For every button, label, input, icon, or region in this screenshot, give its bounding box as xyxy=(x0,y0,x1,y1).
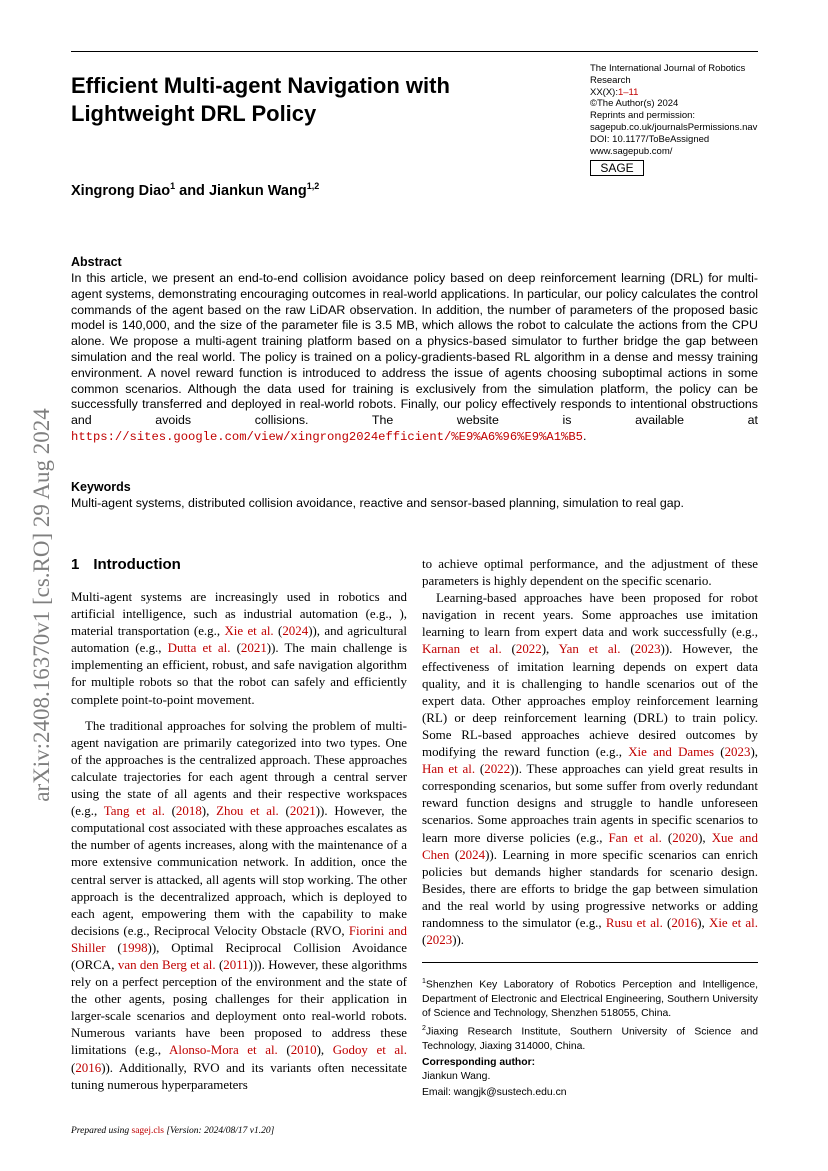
paragraph-text: ( xyxy=(230,640,241,656)
paragraph-text: ( xyxy=(277,1042,291,1058)
citation-link[interactable]: Fan et al. xyxy=(608,829,662,845)
keywords-heading: Keywords xyxy=(71,480,131,494)
paragraph-text: ( xyxy=(273,623,283,639)
abstract-body: In this article, we present an end-to-end collision avoidance policy based on deep reinforcement learning (DRL) for multi-agent systems, demonstrating encouraging outcomes in real-world applications. In particular, our policy calculates the control commands of the agent based on the raw LiDAR observation. In addition, the number of parameters of the proposed basic model is 140,000, and the size of the parameter file is 3.5 MB, which allows the robot to calculate the actions from the CPU alone. We propose a multi-agent training platform based on a physics-based simulator to further bridge the gap between simulation and the real world. The policy is trained on a policy-gradients-based RL algorithm in a dense and messy training environment. A novel reward function is introduced to address the issue of agents choosing suboptimal actions in some common scenarios. Although the data used for training is exclusively from the simulation platform, the policy can be successfully transferred and deployed in real-world robots. Finally, our policy effectively responds to intentional obstructions and avoids collisions. The website is available at xyxy=(71,271,758,428)
journal-website: www.sagepub.com/ xyxy=(590,145,673,157)
paragraph-text: )). xyxy=(452,932,465,948)
paragraph-text: ( xyxy=(422,932,427,948)
citation-link[interactable]: 2022 xyxy=(484,761,511,777)
intro-paragraph-3 xyxy=(422,555,758,589)
journal-copyright: ©The Author(s) 2024 xyxy=(590,98,679,110)
citation-link[interactable]: 2018 xyxy=(175,803,202,819)
paragraph-text: ))). However, these algorithms rely on a perfect perception of the environment and the state of the other agents, posing challenges for their application in larger-scale scenarios and deployment onto real-world robots. Numerous variants have been proposed to address these limitations (e.g., xyxy=(71,956,407,1058)
footer-cls-link[interactable]: sagej.cls xyxy=(131,1126,164,1136)
citation-link[interactable]: Xie et al. xyxy=(708,914,759,930)
citation-link[interactable]: Xie and Dames xyxy=(628,744,715,760)
top-rule xyxy=(71,51,758,52)
citation-link[interactable]: Karnan et al. xyxy=(422,641,502,657)
paragraph-text: ( xyxy=(215,956,224,972)
paragraph-text: ( xyxy=(661,829,673,845)
paragraph-text: ( xyxy=(449,846,460,862)
citation-link[interactable]: Tang et al. xyxy=(103,803,165,819)
journal-name-line-2: Research xyxy=(590,74,631,86)
citation-link[interactable]: 2021 xyxy=(289,803,316,819)
paragraph-text: to achieve optimal performance, and the adjustment of these parameters is highly dependent on the specific scenario. xyxy=(422,556,758,589)
paragraph-text: ), xyxy=(316,1042,333,1058)
footnote-2-text: Jiaxing Research Institute, Southern University of Science and Technology, Jiaxing 314000, China. xyxy=(422,1026,758,1052)
footnotes xyxy=(422,975,758,1054)
paragraph-text: ( xyxy=(501,641,516,657)
left-column xyxy=(71,588,407,1093)
author-2-affiliation: 1,2 xyxy=(306,181,320,191)
citation-link[interactable]: 2020 xyxy=(672,829,699,845)
journal-reprints: Reprints and permission: xyxy=(590,110,696,122)
journal-info xyxy=(590,63,758,157)
paragraph-text: )). Learning in more specific scenarios can enrich policies but demands higher standards for scenario design. Besides, there are efforts to bridge the gap between simulation and the real world by using progressive networks or adding randomness to the simulator (e.g., xyxy=(422,846,758,930)
citation-link[interactable]: 2016 xyxy=(75,1059,102,1075)
keywords-text: Multi-agent systems, distributed collision avoidance, reactive and sensor-based planning, simulation to real gap. xyxy=(71,496,684,510)
paragraph-text: )). These approaches can yield great results in corresponding scenarios, but some suffer from overly redundant reward function designs and struggle to handle unforeseen scenarios. Some approaches train agents in specific scenarios to learn more diverse policies (e.g., xyxy=(422,761,758,845)
citation-link[interactable]: 2023 xyxy=(634,641,661,657)
citation-link[interactable]: Xie et al. xyxy=(224,623,274,639)
paragraph-text: )). The main challenge is implementing an efficient, robust, and safe navigation algorithm for multiple robots so that the robot can safely and efficiently complete point-to-point movement. xyxy=(71,640,407,707)
citation-link[interactable]: Yan et al. xyxy=(558,641,621,657)
citation-link[interactable]: Godoy et al. xyxy=(332,1042,407,1058)
paragraph-text: ( xyxy=(71,1059,76,1075)
abstract-heading: Abstract xyxy=(71,255,122,269)
paragraph-text: )). Additionally, RVO and its variants often necessitate tuning numerous hyperparameters xyxy=(71,1059,407,1092)
citation-link[interactable]: 2021 xyxy=(240,640,267,656)
paragraph-text: Multi-agent systems are increasingly used in robotics and artificial intelligence, such as industrial automation (e.g., ), material transportation (e.g., xyxy=(71,589,407,639)
paragraph-text: ), xyxy=(698,829,712,845)
paragraph-text: ), xyxy=(750,744,758,760)
title-line-1: Efficient Multi-agent Navigation with xyxy=(71,73,450,98)
citation-link[interactable]: Zhou et al. xyxy=(216,803,279,819)
citation-link[interactable]: 2016 xyxy=(671,914,698,930)
intro-paragraph-2 xyxy=(71,717,407,1093)
paragraph-text: )), and agricultural automation (e.g., xyxy=(71,623,407,656)
citation-link[interactable]: Dutta et al. xyxy=(167,640,231,656)
project-website-link[interactable]: https://sites.google.com/view/xingrong2024efficient/%E9%A6%96%E9%A1%B5 xyxy=(71,429,583,444)
footnote-2 xyxy=(422,1022,758,1054)
page-footer xyxy=(71,1126,274,1136)
corresponding-author-name: Jiankun Wang. xyxy=(422,1071,491,1082)
paragraph-text: ( xyxy=(278,803,290,819)
author-1-affiliation: 1 xyxy=(170,181,176,191)
sage-logo: SAGE xyxy=(590,160,644,176)
footer-prefix: Prepared using xyxy=(71,1126,132,1136)
citation-link[interactable]: Alonso-Mora et al. xyxy=(169,1042,278,1058)
citation-link[interactable]: 2024 xyxy=(459,846,486,862)
paragraph-text: )). However, the computational cost associated with these approaches escalates as the number of agents increases, along with the maintenance of a more extensive communication network. In addition, once the central server is attacked, all agents will stop working. The other approach is the decentralized approach, which is deployed to each agent, empowering them with the capability to make decisions (e.g., Reciprocal Velocity Obstacle (RVO, xyxy=(71,803,408,938)
author-conjunction: and xyxy=(175,182,209,199)
author-list xyxy=(71,181,319,199)
citation-link[interactable]: Rusu et al. xyxy=(605,914,663,930)
paragraph-text: )). However, the effectiveness of imitation learning depends on expert data quality, and it is challenging to handle scenarios out of the expert data. Other approaches employ reinforcement learning (RL) or deep reinforcement learning (DRL) to train policy. Some RL-based approaches achieve desired outcomes by modifying the reward function (e.g., xyxy=(422,641,759,760)
footer-suffix: [Version: 2024/08/17 v1.20] xyxy=(163,1126,275,1136)
paragraph-text: ( xyxy=(620,641,635,657)
journal-doi: DOI: 10.1177/ToBeAssigned xyxy=(590,133,710,145)
footnote-1-mark: 1 xyxy=(422,978,426,985)
paragraph-text: ( xyxy=(164,803,176,819)
section-title: Introduction xyxy=(93,556,181,573)
citation-link[interactable]: 2010 xyxy=(290,1042,317,1058)
volume-prefix: XX(X): xyxy=(590,86,618,98)
corresponding-author-email: Email: wangjk@sustech.edu.cn xyxy=(422,1087,567,1098)
paragraph-text: )), Optimal Reciprocal Collision Avoidance (ORCA, xyxy=(71,939,407,972)
citation-link[interactable]: van den Berg et al. xyxy=(117,956,216,972)
paragraph-text: ( xyxy=(475,761,485,777)
paragraph-text: The traditional approaches for solving the problem of multi-agent navigation are primarily categorized into two types. One of the approaches is the centralized approach. These approaches calculate trajectories for each agent through a central server using the state of all agents and their respective workspaces (e.g., xyxy=(71,717,407,819)
citation-link[interactable]: Xue and Chen xyxy=(422,829,758,862)
paragraph-text: ( xyxy=(105,939,122,955)
intro-paragraph-1 xyxy=(71,588,407,708)
abstract-end: . xyxy=(582,428,587,443)
citation-link[interactable]: 2011 xyxy=(223,956,249,972)
paragraph-text: ), xyxy=(201,803,217,819)
citation-link[interactable]: Han et al. xyxy=(422,761,476,777)
paper-title xyxy=(71,72,541,128)
journal-permissions-url: sagepub.co.uk/journalsPermissions.nav xyxy=(590,121,758,133)
citation-link[interactable]: 2024 xyxy=(282,623,309,639)
right-column xyxy=(422,555,758,948)
author-2: Jiankun Wang xyxy=(208,182,307,199)
footnote-1 xyxy=(422,975,758,1022)
volume-pages-link[interactable]: 1–11 xyxy=(617,86,639,98)
citation-link[interactable]: Fiorini and Shiller xyxy=(71,922,407,955)
arxiv-id: arXiv:2408.16370v1 [cs.RO] 29 Aug 2024 xyxy=(29,408,54,802)
paragraph-text: Learning-based approaches have been proposed for robot navigation in recent years. Some approaches use imitation learning to learn from expert data and work successfully (e.g., xyxy=(422,590,758,640)
paragraph-text: ), xyxy=(697,914,709,930)
citation-link[interactable]: 2023 xyxy=(426,932,453,948)
citation-link[interactable]: 1998 xyxy=(121,939,148,955)
footnote-rule xyxy=(422,962,758,963)
abstract-text xyxy=(71,271,758,446)
citation-link[interactable]: 2022 xyxy=(515,641,542,657)
paragraph-text: ( xyxy=(714,744,725,760)
paragraph-text: ), xyxy=(541,641,559,657)
intro-paragraph-4 xyxy=(422,589,758,948)
corresponding-author-heading: Corresponding author: xyxy=(422,1057,536,1068)
title-line-2: Lightweight DRL Policy xyxy=(71,101,317,126)
journal-volume xyxy=(590,87,758,99)
footnote-1-text: Shenzhen Key Laboratory of Robotics Perception and Intelligence, Department of Electronic and Electrical Engineering, Southern University of Science and Technology, Shenzhen 518055, China. xyxy=(422,979,758,1020)
journal-name-line-1: The International Journal of Robotics xyxy=(590,63,746,74)
author-1: Xingrong Diao xyxy=(71,182,171,199)
arxiv-stamp xyxy=(22,360,62,850)
paragraph-text: ( xyxy=(662,914,672,930)
citation-link[interactable]: 2023 xyxy=(724,744,751,760)
section-heading-introduction xyxy=(71,556,181,573)
footnote-2-mark: 2 xyxy=(422,1024,426,1032)
section-number: 1 xyxy=(71,556,80,573)
